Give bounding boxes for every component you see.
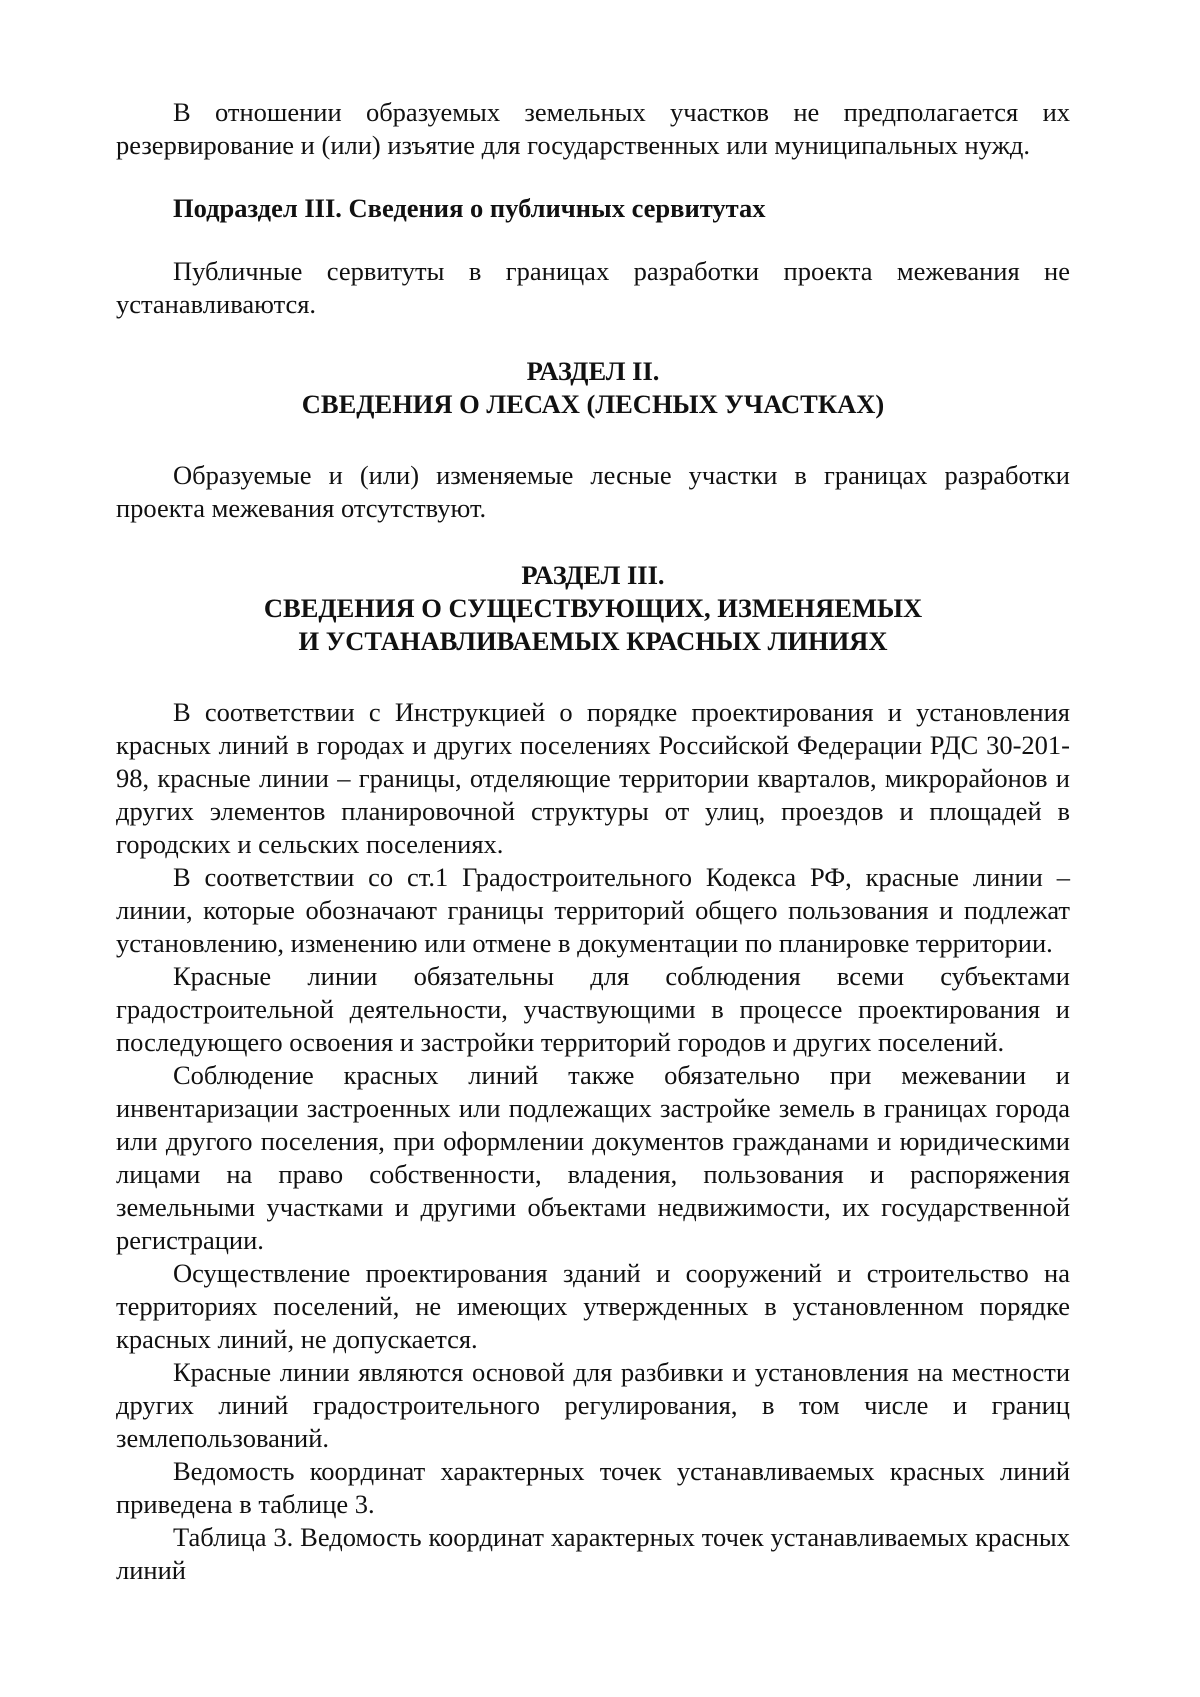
section-3-title [116,559,1070,658]
section-3-title-line-3: И УСТАНАВЛИВАЕМЫХ КРАСНЫХ ЛИНИЯХ [298,626,888,656]
section-3-title-line-2: СВЕДЕНИЯ О СУЩЕСТВУЮЩИХ, ИЗМЕНЯЕМЫХ [263,593,923,623]
section-3-title-line-1: РАЗДЕЛ III. [521,560,665,590]
section-3-paragraph-1: В соответствии с Инструкцией о порядке проектирования и установления красных линий в городах и других поселениях Российской Федерации РДС 30-201-98, красные линии – границы, отделяющие территории кварталов, микрорайонов и других элементов планировочной структуры от улиц, проездов и площадей в городских и сельских поселениях. [116,697,1070,859]
section-3-paragraph-5: Осуществление проектирования зданий и сооружений и строительство на территориях поселений, не имеющих утвержденных в установленном порядке красных линий, не допускается. [116,1258,1070,1354]
subsection-paragraph: Публичные сервитуты в границах разработки проекта межевания не устанавливаются. [116,256,1070,319]
section-3-paragraph-3: Красные линии обязательны для соблюдения всеми субъектами градостроительной деятельности, участвующими в процессе проектирования и последующего освоения и застройки территорий городов и других поселений. [116,961,1070,1057]
intro-paragraph: В отношении образуемых земельных участков не предполагается их резервирование и (или) изъятие для государственных или муниципальных нужд. [116,97,1070,160]
section-3-paragraph-7: Ведомость координат характерных точек устанавливаемых красных линий приведена в таблице 3. [116,1456,1070,1519]
table-3-caption: Таблица 3. Ведомость координат характерных точек устанавливаемых красных линий [116,1522,1070,1585]
section-3-paragraph-2: В соответствии со ст.1 Градостроительного Кодекса РФ, красные линии – линии, которые обозначают границы территорий общего пользования и подлежат установлению, изменению или отмене в документации по планировке территории. [116,862,1070,958]
subsection-heading: Подраздел III. Сведения о публичных сервитутах [173,193,766,223]
section-2-title [116,355,1070,421]
section-2-title-line-2: СВЕДЕНИЯ О ЛЕСАХ (ЛЕСНЫХ УЧАСТКАХ) [301,389,885,419]
section-2-title-line-1: РАЗДЕЛ II. [526,356,660,386]
section-3-paragraph-4: Соблюдение красных линий также обязательно при межевании и инвентаризации застроенных или подлежащих застройке земель в границах города или другого поселения, при оформлении документов гражданами и юридическими лицами на право собственности, владения, пользования и распоряжения земельными участками и другими объектами недвижимости, их государственной регистрации. [116,1060,1070,1255]
section-2-paragraph: Образуемые и (или) изменяемые лесные участки в границах разработки проекта межевания отсутствуют. [116,460,1070,523]
section-3-paragraph-6: Красные линии являются основой для разбивки и установления на местности других линий градостроительного регулирования, в том числе и границ землепользований. [116,1357,1070,1453]
